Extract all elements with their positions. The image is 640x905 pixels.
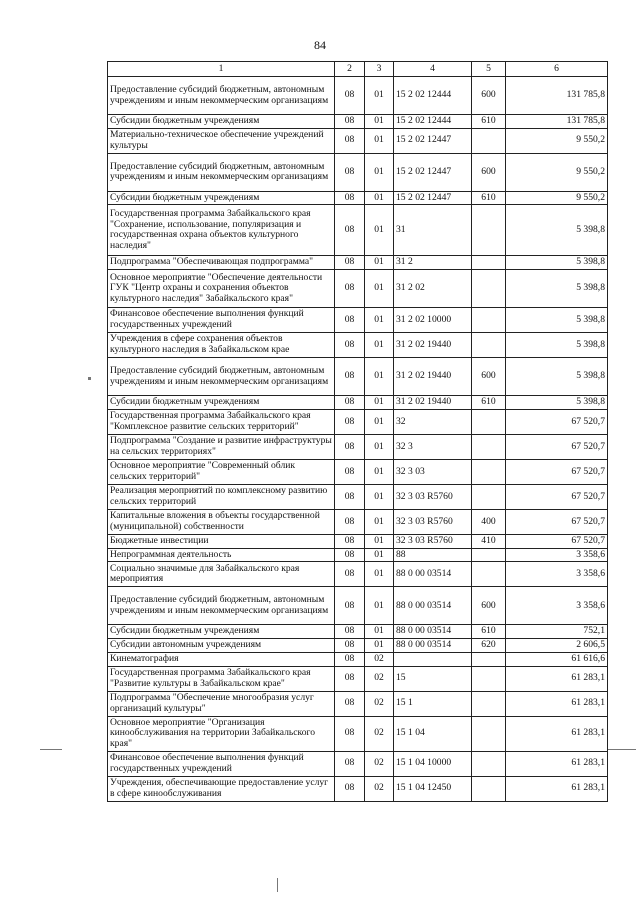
row-section-cell: 08 xyxy=(335,776,365,801)
row-name-cell: Предоставление субсидий бюджетным, автономным учреждениям и иным некоммерческим организациям xyxy=(108,358,335,396)
row-amount-cell: 61 283,1 xyxy=(506,751,608,776)
row-subsection-cell: 02 xyxy=(365,652,394,666)
table-row xyxy=(108,205,608,256)
row-name-cell: Основное мероприятие "Организация кинообслуживания на территории Забайкальского края" xyxy=(108,716,335,751)
row-expense-type-cell xyxy=(472,716,506,751)
row-name-cell: Субсидии бюджетным учреждениям xyxy=(108,625,335,639)
table-row xyxy=(108,409,608,434)
table-row xyxy=(108,358,608,396)
row-section-cell: 08 xyxy=(335,358,365,396)
row-amount-cell: 9 550,2 xyxy=(506,153,608,191)
row-expense-type-cell xyxy=(472,128,506,153)
table-row xyxy=(108,270,608,308)
row-expense-type-cell: 600 xyxy=(472,358,506,396)
row-name-cell: Непрограммная деятельность xyxy=(108,548,335,562)
row-expense-type-cell xyxy=(472,333,506,358)
row-expense-type-cell xyxy=(472,776,506,801)
row-target-code-cell: 31 2 02 19440 xyxy=(394,358,472,396)
table-row xyxy=(108,256,608,270)
row-subsection-cell: 02 xyxy=(365,666,394,691)
row-target-code-cell: 88 0 00 03514 xyxy=(394,587,472,625)
row-subsection-cell: 02 xyxy=(365,716,394,751)
row-expense-type-cell xyxy=(472,256,506,270)
row-section-cell: 08 xyxy=(335,270,365,308)
row-section-cell: 08 xyxy=(335,484,365,509)
row-expense-type-cell: 610 xyxy=(472,396,506,410)
table-row xyxy=(108,333,608,358)
row-section-cell: 08 xyxy=(335,409,365,434)
table-row xyxy=(108,77,608,115)
row-expense-type-cell: 410 xyxy=(472,534,506,548)
header-cell-2: 2 xyxy=(335,62,365,77)
row-expense-type-cell: 620 xyxy=(472,639,506,653)
row-subsection-cell: 01 xyxy=(365,625,394,639)
row-expense-type-cell xyxy=(472,666,506,691)
row-section-cell: 08 xyxy=(335,308,365,333)
row-section-cell: 08 xyxy=(335,534,365,548)
row-section-cell: 08 xyxy=(335,509,365,534)
row-section-cell: 08 xyxy=(335,691,365,716)
row-section-cell: 08 xyxy=(335,333,365,358)
row-target-code-cell: 15 xyxy=(394,666,472,691)
row-subsection-cell: 01 xyxy=(365,153,394,191)
row-name-cell: Основное мероприятие "Обеспечение деятельности ГУК "Центр охраны и сохранения объектов культурного наследия" Забайкальского края" xyxy=(108,270,335,308)
row-name-cell: Социально значимые для Забайкальского края мероприятия xyxy=(108,562,335,587)
table-row xyxy=(108,562,608,587)
row-target-code-cell xyxy=(394,652,472,666)
row-name-cell: Кинематография xyxy=(108,652,335,666)
row-subsection-cell: 01 xyxy=(365,191,394,205)
row-expense-type-cell xyxy=(472,548,506,562)
row-subsection-cell: 01 xyxy=(365,534,394,548)
row-name-cell: Капитальные вложения в объекты государственной (муниципальной) собственности xyxy=(108,509,335,534)
table-row xyxy=(108,716,608,751)
row-name-cell: Субсидии бюджетным учреждениям xyxy=(108,396,335,410)
row-subsection-cell: 01 xyxy=(365,409,394,434)
row-name-cell: Финансовое обеспечение выполнения функций государственных учреждений xyxy=(108,308,335,333)
row-target-code-cell: 88 0 00 03514 xyxy=(394,562,472,587)
row-section-cell: 08 xyxy=(335,128,365,153)
row-name-cell: Реализация мероприятий по комплексному развитию сельских территорий xyxy=(108,484,335,509)
row-section-cell: 08 xyxy=(335,562,365,587)
table-row xyxy=(108,115,608,129)
row-amount-cell: 61 616,6 xyxy=(506,652,608,666)
row-amount-cell: 5 398,8 xyxy=(506,205,608,256)
row-section-cell: 08 xyxy=(335,548,365,562)
header-cell-6: 6 xyxy=(506,62,608,77)
table-row xyxy=(108,652,608,666)
row-target-code-cell: 15 1 xyxy=(394,691,472,716)
row-amount-cell: 3 358,6 xyxy=(506,562,608,587)
scan-line-left xyxy=(40,749,62,750)
row-expense-type-cell: 600 xyxy=(472,153,506,191)
row-expense-type-cell: 610 xyxy=(472,191,506,205)
row-section-cell: 08 xyxy=(335,459,365,484)
row-section-cell: 08 xyxy=(335,587,365,625)
row-target-code-cell: 15 2 02 12447 xyxy=(394,191,472,205)
table-row xyxy=(108,128,608,153)
row-name-cell: Государственная программа Забайкальского края "Комплексное развитие сельских территорий" xyxy=(108,409,335,434)
row-name-cell: Субсидии бюджетным учреждениям xyxy=(108,191,335,205)
row-subsection-cell: 01 xyxy=(365,205,394,256)
table-row xyxy=(108,396,608,410)
row-target-code-cell: 31 2 02 19440 xyxy=(394,333,472,358)
row-amount-cell: 67 520,7 xyxy=(506,409,608,434)
table-row xyxy=(108,153,608,191)
table-row xyxy=(108,751,608,776)
row-section-cell: 08 xyxy=(335,153,365,191)
page-number: 84 xyxy=(314,38,326,52)
table-row xyxy=(108,534,608,548)
row-name-cell: Основное мероприятие "Современный облик сельских территорий" xyxy=(108,459,335,484)
table-row xyxy=(108,548,608,562)
row-amount-cell: 5 398,8 xyxy=(506,308,608,333)
row-amount-cell: 5 398,8 xyxy=(506,256,608,270)
row-expense-type-cell xyxy=(472,484,506,509)
row-amount-cell: 61 283,1 xyxy=(506,716,608,751)
row-amount-cell: 9 550,2 xyxy=(506,191,608,205)
table-row xyxy=(108,625,608,639)
row-amount-cell: 752,1 xyxy=(506,625,608,639)
header-cell-4: 4 xyxy=(394,62,472,77)
row-target-code-cell: 15 1 04 10000 xyxy=(394,751,472,776)
row-subsection-cell: 02 xyxy=(365,751,394,776)
row-target-code-cell: 88 0 00 03514 xyxy=(394,639,472,653)
row-target-code-cell: 31 2 02 xyxy=(394,270,472,308)
row-target-code-cell: 88 xyxy=(394,548,472,562)
row-section-cell: 08 xyxy=(335,191,365,205)
row-amount-cell: 2 606,5 xyxy=(506,639,608,653)
row-name-cell: Учреждения, обеспечивающие предоставление услуг в сфере кинообслуживания xyxy=(108,776,335,801)
row-expense-type-cell: 400 xyxy=(472,509,506,534)
row-target-code-cell: 32 3 xyxy=(394,434,472,459)
row-amount-cell: 67 520,7 xyxy=(506,434,608,459)
row-expense-type-cell xyxy=(472,562,506,587)
row-amount-cell: 5 398,8 xyxy=(506,358,608,396)
row-section-cell: 08 xyxy=(335,115,365,129)
row-name-cell: Предоставление субсидий бюджетным, автономным учреждениям и иным некоммерческим организациям xyxy=(108,77,335,115)
row-amount-cell: 67 520,7 xyxy=(506,509,608,534)
row-target-code-cell: 15 1 04 xyxy=(394,716,472,751)
row-name-cell: Государственная программа Забайкальского края "Сохранение, использование, популяризация и государственная охрана объектов культурного наследия" xyxy=(108,205,335,256)
row-amount-cell: 67 520,7 xyxy=(506,534,608,548)
row-expense-type-cell xyxy=(472,434,506,459)
row-target-code-cell: 32 3 03 R5760 xyxy=(394,484,472,509)
row-name-cell: Подпрограмма "Обеспечение многообразия услуг организаций культуры" xyxy=(108,691,335,716)
row-amount-cell: 3 358,6 xyxy=(506,587,608,625)
row-expense-type-cell xyxy=(472,652,506,666)
row-subsection-cell: 01 xyxy=(365,587,394,625)
row-name-cell: Финансовое обеспечение выполнения функций государственных учреждений xyxy=(108,751,335,776)
row-expense-type-cell: 610 xyxy=(472,625,506,639)
row-subsection-cell: 01 xyxy=(365,548,394,562)
row-target-code-cell: 88 0 00 03514 xyxy=(394,625,472,639)
row-subsection-cell: 01 xyxy=(365,115,394,129)
row-section-cell: 08 xyxy=(335,396,365,410)
row-name-cell: Подпрограмма "Обеспечивающая подпрограмма" xyxy=(108,256,335,270)
row-section-cell: 08 xyxy=(335,639,365,653)
table-row xyxy=(108,666,608,691)
row-target-code-cell: 15 2 02 12444 xyxy=(394,77,472,115)
row-subsection-cell: 02 xyxy=(365,776,394,801)
row-section-cell: 08 xyxy=(335,256,365,270)
row-expense-type-cell xyxy=(472,270,506,308)
row-section-cell: 08 xyxy=(335,205,365,256)
row-amount-cell: 131 785,8 xyxy=(506,77,608,115)
row-subsection-cell: 01 xyxy=(365,639,394,653)
row-name-cell: Субсидии автономным учреждениям xyxy=(108,639,335,653)
row-target-code-cell: 32 3 03 xyxy=(394,459,472,484)
row-target-code-cell: 15 2 02 12444 xyxy=(394,115,472,129)
row-amount-cell: 61 283,1 xyxy=(506,776,608,801)
row-target-code-cell: 32 3 03 R5760 xyxy=(394,509,472,534)
row-expense-type-cell xyxy=(472,459,506,484)
row-target-code-cell: 31 2 xyxy=(394,256,472,270)
row-target-code-cell: 32 xyxy=(394,409,472,434)
row-name-cell: Материально-техническое обеспечение учреждений культуры xyxy=(108,128,335,153)
row-subsection-cell: 01 xyxy=(365,128,394,153)
scan-line-right xyxy=(608,749,636,750)
row-name-cell: Субсидии бюджетным учреждениям xyxy=(108,115,335,129)
row-amount-cell: 3 358,6 xyxy=(506,548,608,562)
row-section-cell: 08 xyxy=(335,751,365,776)
row-name-cell: Предоставление субсидий бюджетным, автономным учреждениям и иным некоммерческим организациям xyxy=(108,153,335,191)
row-target-code-cell: 15 2 02 12447 xyxy=(394,128,472,153)
table-row xyxy=(108,484,608,509)
row-subsection-cell: 01 xyxy=(365,358,394,396)
header-cell-3: 3 xyxy=(365,62,394,77)
row-subsection-cell: 01 xyxy=(365,256,394,270)
row-section-cell: 08 xyxy=(335,625,365,639)
row-section-cell: 08 xyxy=(335,666,365,691)
row-expense-type-cell xyxy=(472,691,506,716)
row-expense-type-cell: 610 xyxy=(472,115,506,129)
row-section-cell: 08 xyxy=(335,716,365,751)
row-expense-type-cell: 600 xyxy=(472,587,506,625)
table-row xyxy=(108,691,608,716)
row-target-code-cell: 15 2 02 12447 xyxy=(394,153,472,191)
row-subsection-cell: 01 xyxy=(365,333,394,358)
row-expense-type-cell xyxy=(472,308,506,333)
row-subsection-cell: 01 xyxy=(365,509,394,534)
table-row xyxy=(108,509,608,534)
row-amount-cell: 9 550,2 xyxy=(506,128,608,153)
scan-tick xyxy=(277,878,278,892)
row-subsection-cell: 01 xyxy=(365,308,394,333)
row-expense-type-cell xyxy=(472,409,506,434)
table-row xyxy=(108,191,608,205)
table-row xyxy=(108,587,608,625)
row-subsection-cell: 01 xyxy=(365,434,394,459)
row-subsection-cell: 01 xyxy=(365,396,394,410)
row-target-code-cell: 31 2 02 19440 xyxy=(394,396,472,410)
row-section-cell: 08 xyxy=(335,652,365,666)
row-expense-type-cell xyxy=(472,751,506,776)
row-section-cell: 08 xyxy=(335,434,365,459)
row-name-cell: Подпрограмма "Создание и развитие инфраструктуры на сельских территориях" xyxy=(108,434,335,459)
row-expense-type-cell xyxy=(472,205,506,256)
row-amount-cell: 67 520,7 xyxy=(506,484,608,509)
row-subsection-cell: 02 xyxy=(365,691,394,716)
row-amount-cell: 5 398,8 xyxy=(506,333,608,358)
row-amount-cell: 61 283,1 xyxy=(506,691,608,716)
table-header-row xyxy=(108,62,608,77)
row-section-cell: 08 xyxy=(335,77,365,115)
table-row xyxy=(108,639,608,653)
row-name-cell: Государственная программа Забайкальского края "Развитие культуры в Забайкальском крае" xyxy=(108,666,335,691)
table-row xyxy=(108,434,608,459)
row-expense-type-cell: 600 xyxy=(472,77,506,115)
table-row xyxy=(108,308,608,333)
row-subsection-cell: 01 xyxy=(365,484,394,509)
row-target-code-cell: 15 1 04 12450 xyxy=(394,776,472,801)
budget-table xyxy=(107,61,608,802)
table-row xyxy=(108,459,608,484)
row-subsection-cell: 01 xyxy=(365,459,394,484)
scan-speck xyxy=(88,377,91,380)
row-target-code-cell: 31 xyxy=(394,205,472,256)
row-subsection-cell: 01 xyxy=(365,77,394,115)
row-amount-cell: 61 283,1 xyxy=(506,666,608,691)
row-name-cell: Учреждения в сфере сохранения объектов культурного наследия в Забайкальском крае xyxy=(108,333,335,358)
header-cell-1: 1 xyxy=(108,62,335,77)
row-name-cell: Бюджетные инвестиции xyxy=(108,534,335,548)
row-amount-cell: 131 785,8 xyxy=(506,115,608,129)
row-amount-cell: 5 398,8 xyxy=(506,396,608,410)
table-row xyxy=(108,776,608,801)
table-body xyxy=(108,77,608,802)
row-target-code-cell: 32 3 03 R5760 xyxy=(394,534,472,548)
row-name-cell: Предоставление субсидий бюджетным, автономным учреждениям и иным некоммерческим организациям xyxy=(108,587,335,625)
row-subsection-cell: 01 xyxy=(365,270,394,308)
row-subsection-cell: 01 xyxy=(365,562,394,587)
row-target-code-cell: 31 2 02 10000 xyxy=(394,308,472,333)
row-amount-cell: 67 520,7 xyxy=(506,459,608,484)
row-amount-cell: 5 398,8 xyxy=(506,270,608,308)
header-cell-5: 5 xyxy=(472,62,506,77)
